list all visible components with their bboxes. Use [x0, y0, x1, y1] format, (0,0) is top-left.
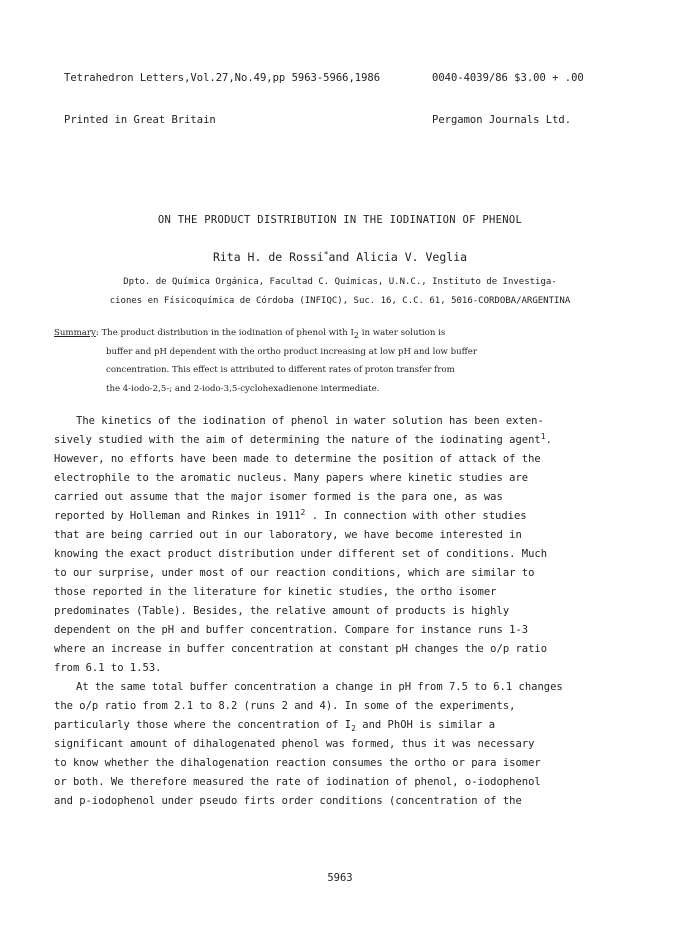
body-line: dependent on the pH and buffer concentration. Compare for instance runs 1-3: [54, 624, 529, 636]
body-text: [54, 412, 644, 811]
body-line: The kinetics of the iodination of phenol in water solution has been exten-: [76, 415, 544, 427]
issn-price: 0040-4039/86 $3.00 + .00: [432, 72, 584, 84]
body-line: to know whether the dihalogenation reaction consumes the ortho or para isomer: [54, 757, 541, 769]
printed-in: Printed in Great Britain: [64, 114, 216, 126]
body-line: to our surprise, under most of our reaction conditions, which are similar to: [54, 567, 535, 579]
reference-2: 2: [300, 508, 306, 517]
body-line: electrophile to the aromatic nucleus. Many papers where kinetic studies are: [54, 472, 529, 484]
reference-1: 1: [540, 432, 546, 441]
affiliation-line-2: ciones en Físicoquímica de Córdoba (INFIQC), Suc. 16, C.C. 61, 5016-CORDOBA/ARGENTINA: [109, 296, 571, 306]
summary-line-2: buffer and pH dependent with the ortho product increasing at low pH and low buffer: [106, 346, 477, 357]
body-line: the o/p ratio from 2.1 to 8.2 (runs 2 and 4). In some of the experiments,: [54, 700, 516, 712]
corresponding-mark: *: [323, 250, 329, 259]
body-line: predominates (Table). Besides, the relative amount of products is highly: [54, 605, 510, 617]
body-line: sively studied with the aim of determining the nature of the iodinating agent$^1$.: [54, 432, 552, 446]
body-line: carried out assume that the major isomer formed is the para one, as was: [54, 491, 503, 503]
body-line: and p-iodophenol under pseudo firts order conditions (concentration of the: [54, 795, 522, 807]
body-line: or both. We therefore measured the rate of iodination of phenol, o-iodophenol: [54, 776, 541, 788]
journal-citation: Tetrahedron Letters,Vol.27,No.49,pp 5963-5966,1986: [64, 72, 381, 84]
body-line: from 6.1 to 1.53.: [54, 662, 162, 674]
publisher: Pergamon Journals Ltd.: [432, 114, 572, 126]
summary-block: [54, 324, 614, 398]
summary-line-4: the 4-iodo-2,5-; and 2-iodo-3,5-cyclohexadienone intermediate.: [106, 383, 380, 394]
running-header-left: [64, 43, 380, 155]
author-1: Rita H. de Rossi: [212, 250, 324, 264]
author-joiner: and: [328, 250, 350, 264]
body-line: However, no efforts have been made to determine the position of attack of the: [54, 453, 541, 465]
body-line: those reported in the literature for kinetic studies, the ortho isomer: [54, 586, 497, 598]
body-line: knowing the exact product distribution under different set of conditions. Much: [54, 548, 548, 560]
body-line: reported by Holleman and Rinkes in 1911$^2$ . In connection with other studies: [54, 508, 527, 522]
page-number: 5963: [327, 872, 353, 884]
article-title: ON THE PRODUCT DISTRIBUTION IN THE IODINATION OF PHENOL: [157, 214, 523, 226]
summary-label: Summary: [54, 328, 96, 338]
summary-line-3: concentration. This effect is attributed to different rates of proton transfer from: [106, 365, 455, 375]
summary-line-1: Summary: The product distribution in the iodination of phenol with $I_2$ in water solution is: [54, 328, 446, 340]
running-header-right: [432, 43, 584, 155]
body-line: significant amount of dihalogenated phenol was formed, thus it was necessary: [54, 738, 535, 750]
affiliation-line-1: Dpto. de Química Orgánica, Facultad C. Químicas, U.N.C., Instituto de Investiga-: [123, 277, 557, 287]
author-2: Alicia V. Veglia: [356, 250, 468, 264]
body-line: that are being carried out in our laboratory, we have become interested in: [54, 529, 522, 541]
body-line: where an increase in buffer concentration at constant pH changes the o/p ratio: [54, 643, 548, 655]
author-line: [0, 250, 680, 264]
body-line: At the same total buffer concentration a change in pH from 7.5 to 6.1 changes: [76, 681, 563, 693]
body-line: particularly those where the concentration of $I_2$ and PhOH is similar a: [54, 719, 496, 733]
